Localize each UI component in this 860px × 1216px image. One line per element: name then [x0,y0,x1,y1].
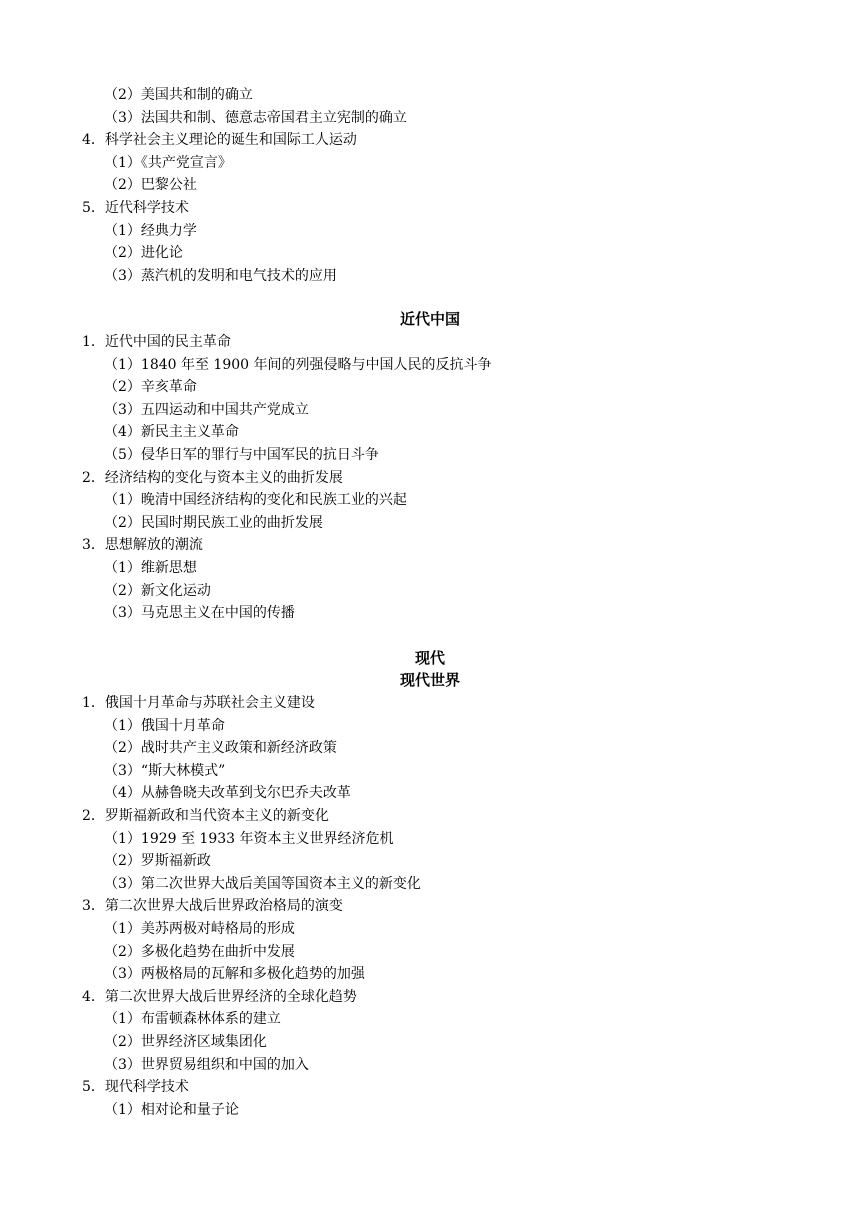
outline-subitem: （2）民国时期民族工业的曲折发展 [104,514,323,531]
outline-subitem: （2）巴黎公社 [104,177,197,194]
outline-subitem: （5）侵华日军的罪行与中国军民的抗日斗争 [104,447,379,463]
outline-subitem: （1）相对论和量子论 [104,1101,239,1118]
outline-subitem: （2）多极化趋势在曲折中发展 [104,943,295,960]
outline-item: 1．俄国十月革命与苏联社会主义建设 [82,695,315,711]
outline-item: 4．科学社会主义理论的诞生和国际工人运动 [82,132,357,149]
outline-subitem: （1）经典力学 [104,222,197,239]
outline-item: 3．第二次世界大战后世界政治格局的演变 [82,898,343,915]
outline-item: 2．经济结构的变化与资本主义的曲折发展 [82,469,343,486]
outline-subitem: （2）战时共产主义政策和新经济政策 [104,740,337,757]
outline-subitem: （1）维新思想 [104,560,197,576]
outline-item: 3．思想解放的潮流 [82,537,203,554]
outline-item: 5．近代科学技术 [82,200,189,216]
outline-subitem: （3）法国共和制、德意志帝国君主立宪制的确立 [104,109,407,126]
section-heading: 近代中国 [399,310,460,328]
outline-subitem: （1）1840 年至 1900 年间的列强侵略与中国人民的反抗斗争 [104,356,492,373]
outline-subitem: （2）美国共和制的确立 [104,87,253,103]
outline-item: 1．近代中国的民主革命 [82,334,231,350]
outline-subitem: （3）世界贸易组织和中国的加入 [104,1056,309,1073]
outline-item: 2．罗斯福新政和当代资本主义的新变化 [82,808,329,824]
outline-subitem: （3）五四运动和中国共产党成立 [104,401,309,418]
outline-subitem: （1）1929 至 1933 年资本主义世界经济危机 [104,830,394,847]
outline-item: 5．现代科学技术 [82,1079,189,1096]
outline-subitem: （3）马克思主义在中国的传播 [104,605,295,622]
outline-subitem: （1）晚清中国经济结构的变化和民族工业的兴起 [104,492,407,509]
section-heading: 现代世界 [399,671,460,689]
outline-subitem: （1）美苏两极对峙格局的形成 [104,921,295,937]
outline-subitem: （1）布雷顿森林体系的建立 [104,1011,281,1028]
outline-subitem: （2）进化论 [104,245,183,262]
outline-item: 4．第二次世界大战后世界经济的全球化趋势 [82,988,357,1005]
outline-subitem: （3）第二次世界大战后美国等国资本主义的新变化 [104,875,421,892]
outline-subitem: （2）罗斯福新政 [104,853,211,870]
outline-subitem: （1）俄国十月革命 [104,717,225,734]
outline-subitem: （2）世界经济区域集团化 [104,1034,267,1050]
outline-subitem: （3）“斯大林模式” [104,762,226,779]
outline-subitem: （3）蒸汽机的发明和电气技术的应用 [104,267,337,284]
outline-subitem: （2）新文化运动 [104,582,211,599]
outline-subitem: （4）从赫鲁晓夫改革到戈尔巴乔夫改革 [104,785,351,802]
outline-subitem: （4）新民主主义革命 [104,424,239,441]
section-heading: 现代 [414,649,445,667]
outline-subitem: （3）两极格局的瓦解和多极化趋势的加强 [104,966,365,983]
outline-subitem: （1）《共产党宣言》 [104,154,232,171]
outline-subitem: （2）辛亥革命 [104,379,197,396]
